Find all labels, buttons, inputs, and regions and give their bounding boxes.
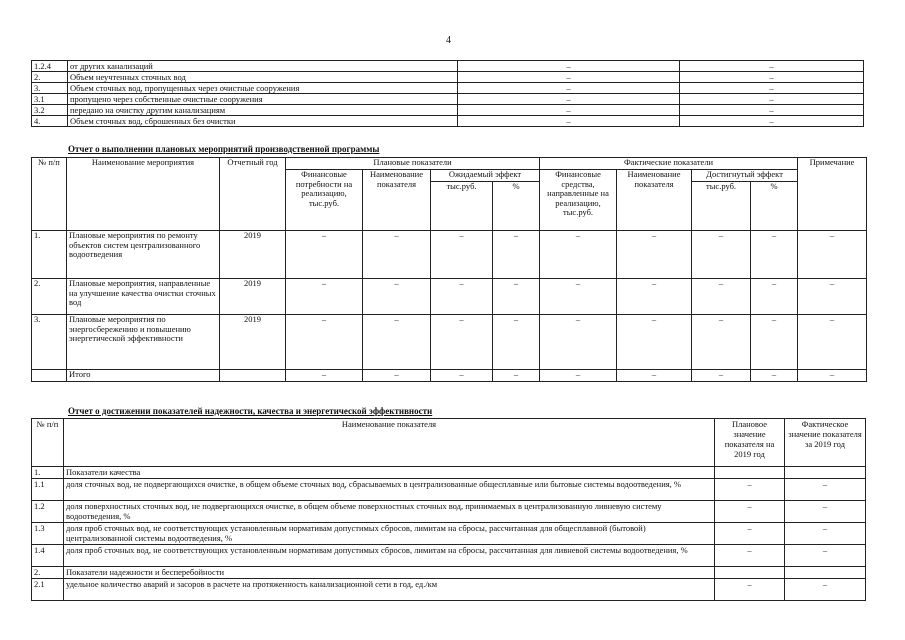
header-actual-indicators: Фактические показатели <box>540 158 798 170</box>
value-cell: – <box>798 279 867 315</box>
actual-value <box>785 567 866 579</box>
row-number: 1.4 <box>32 545 64 567</box>
header-planned-indicators: Плановые показатели <box>286 158 540 170</box>
header-actual-financial-means: Финансовые средства, направленные на реализацию, тыс.руб. <box>540 170 617 231</box>
row-name: пропущено через собственные очистные сооружения <box>68 94 458 105</box>
value-cell: – <box>692 231 751 279</box>
measure-name: Плановые мероприятия по энергосбережению и повышению энергетической эффективности <box>67 315 220 370</box>
header-report-year: Отчетный год <box>220 158 286 231</box>
table-row <box>32 72 864 83</box>
table-row <box>32 579 866 601</box>
planned-measures-title: Отчет о выполнении плановых мероприятий производственной программы <box>68 144 380 154</box>
value-cell: – <box>431 279 493 315</box>
indicator-name: удельное количество аварий и засоров в расчете на протяженность канализационной сети в год, ед./км <box>64 579 715 601</box>
indicator-name: Показатели качества <box>64 467 715 479</box>
indicator-name: Показатели надежности и бесперебойности <box>64 567 715 579</box>
actual-value: – <box>785 501 866 523</box>
table-row <box>32 94 864 105</box>
planned-measures-table <box>31 157 867 382</box>
header-actual-indicator-name: Наименование показателя <box>617 170 692 231</box>
header-achieved-pct: % <box>751 182 798 231</box>
value-cell: – <box>617 231 692 279</box>
header-indicator-name: Наименование показателя <box>64 419 715 467</box>
value-cell: – <box>751 370 798 382</box>
table-row <box>32 479 866 501</box>
value-cell: – <box>286 370 363 382</box>
table-row <box>32 61 864 72</box>
actual-value: – <box>785 479 866 501</box>
table-row <box>32 501 866 523</box>
indicator-name: доля проб сточных вод, не соответствующих установленным нормативам допустимых сбросов, лимитам на сбросы, рассчитанная для ливневой системы водоотведения, % <box>64 545 715 567</box>
total-label: Итого <box>67 370 220 382</box>
value-cell: – <box>540 279 617 315</box>
row-value: – <box>680 72 864 83</box>
planned-value: – <box>715 579 785 601</box>
header-achieved-effect: Достигнутый эффект <box>692 170 798 182</box>
row-number: 3.1 <box>32 94 68 105</box>
header-plan-financial-needs: Финансовые потребности на реализацию, тыс.руб. <box>286 170 363 231</box>
value-cell: – <box>493 231 540 279</box>
value-cell: – <box>286 315 363 370</box>
actual-value: – <box>785 523 866 545</box>
table-row <box>32 116 864 127</box>
row-number: 1.2 <box>32 501 64 523</box>
value-cell: – <box>363 370 431 382</box>
value-cell: – <box>540 231 617 279</box>
value-cell: – <box>617 315 692 370</box>
row-value: – <box>458 61 680 72</box>
table-row <box>32 567 866 579</box>
row-value: – <box>680 94 864 105</box>
header-note: Примечание <box>798 158 867 231</box>
report-year: 2019 <box>220 279 286 315</box>
row-number: 2. <box>32 567 64 579</box>
row-name: Объем сточных вод, сброшенных без очистки <box>68 116 458 127</box>
planned-value <box>715 567 785 579</box>
measure-name: Плановые мероприятия по ремонту объектов систем централизованного водоотведения <box>67 231 220 279</box>
row-value: – <box>680 116 864 127</box>
row-value: – <box>458 94 680 105</box>
row-name: Объем сточных вод, пропущенных через очистные сооружения <box>68 83 458 94</box>
row-number: 3. <box>32 315 67 370</box>
reliability-report-title: Отчет о достижении показателей надежности, качества и энергетической эффективности <box>68 406 433 416</box>
value-cell: – <box>363 231 431 279</box>
table-row <box>32 279 867 315</box>
planned-value: – <box>715 479 785 501</box>
row-name: передано на очистку другим канализациям <box>68 105 458 116</box>
actual-value: – <box>785 545 866 567</box>
value-cell: – <box>798 231 867 279</box>
row-value: – <box>458 72 680 83</box>
row-value: – <box>458 116 680 127</box>
value-cell: – <box>493 370 540 382</box>
header-measure-name: Наименование мероприятия <box>67 158 220 231</box>
indicator-name: доля сточных вод, не подвергающихся очистке, в общем объеме сточных вод, сбрасываемых в централизованные общесплавные или бытовые системы водоотведения, % <box>64 479 715 501</box>
table-row <box>32 231 867 279</box>
planned-value <box>715 467 785 479</box>
value-cell: – <box>493 279 540 315</box>
report-year <box>220 370 286 382</box>
row-value: – <box>458 83 680 94</box>
header-expected-effect: Ожидаемый эффект <box>431 170 540 182</box>
header-plan-indicator-name: Наименование показателя <box>363 170 431 231</box>
row-value: – <box>680 83 864 94</box>
row-number: 2. <box>32 72 68 83</box>
value-cell: – <box>798 370 867 382</box>
value-cell: – <box>751 279 798 315</box>
row-number: 1. <box>32 231 67 279</box>
row-number <box>32 370 67 382</box>
value-cell: – <box>692 279 751 315</box>
row-name: от других канализаций <box>68 61 458 72</box>
table-row <box>32 83 864 94</box>
page-number: 4 <box>446 35 451 46</box>
volumes-table <box>31 60 864 127</box>
value-cell: – <box>431 231 493 279</box>
row-number: 1.3 <box>32 523 64 545</box>
header-achieved-trub: тыс.руб. <box>692 182 751 231</box>
planned-value: – <box>715 501 785 523</box>
actual-value <box>785 467 866 479</box>
row-number: 1.2.4 <box>32 61 68 72</box>
header-expected-pct: % <box>493 182 540 231</box>
report-year: 2019 <box>220 315 286 370</box>
value-cell: – <box>493 315 540 370</box>
value-cell: – <box>363 279 431 315</box>
value-cell: – <box>617 370 692 382</box>
row-value: – <box>680 105 864 116</box>
indicator-name: доля поверхностных сточных вод, не подвергающихся очистке, в общем объеме поверхностных сточных вод, принимаемых в централизованную ливневую систему водоотведения, % <box>64 501 715 523</box>
row-value: – <box>680 61 864 72</box>
header-actual-value: Фактическое значение показателя за 2019 год <box>785 419 866 467</box>
value-cell: – <box>617 279 692 315</box>
row-value: – <box>458 105 680 116</box>
planned-value: – <box>715 523 785 545</box>
value-cell: – <box>540 315 617 370</box>
report-year: 2019 <box>220 231 286 279</box>
actual-value: – <box>785 579 866 601</box>
row-number: 4. <box>32 116 68 127</box>
value-cell: – <box>286 279 363 315</box>
header-num: № п/п <box>32 419 64 467</box>
value-cell: – <box>751 315 798 370</box>
row-number: 2. <box>32 279 67 315</box>
row-number: 3.2 <box>32 105 68 116</box>
row-name: Объем неучтенных сточных вод <box>68 72 458 83</box>
total-row <box>32 370 867 382</box>
header-num: № п/п <box>32 158 67 231</box>
row-number: 1. <box>32 467 64 479</box>
row-number: 1.1 <box>32 479 64 501</box>
value-cell: – <box>363 315 431 370</box>
table-row <box>32 315 867 370</box>
measure-name: Плановые мероприятия, направленные на улучшение качества очистки сточных вод <box>67 279 220 315</box>
header-planned-value: Плановое значение показателя на 2019 год <box>715 419 785 467</box>
value-cell: – <box>692 315 751 370</box>
table-row <box>32 523 866 545</box>
table-row <box>32 105 864 116</box>
value-cell: – <box>431 315 493 370</box>
value-cell: – <box>540 370 617 382</box>
header-expected-trub: тыс.руб. <box>431 182 493 231</box>
value-cell: – <box>692 370 751 382</box>
table-row <box>32 545 866 567</box>
row-number: 2.1 <box>32 579 64 601</box>
planned-value: – <box>715 545 785 567</box>
row-number: 3. <box>32 83 68 94</box>
value-cell: – <box>798 315 867 370</box>
value-cell: – <box>431 370 493 382</box>
indicator-name: доля проб сточных вод, не соответствующих установленным нормативам допустимых сбросов, лимитам на сбросы, рассчитанная для общесплавной (бытовой) централизованной системы водоотведения, % <box>64 523 715 545</box>
value-cell: – <box>286 231 363 279</box>
value-cell: – <box>751 231 798 279</box>
reliability-table <box>31 418 866 601</box>
table-row <box>32 467 866 479</box>
